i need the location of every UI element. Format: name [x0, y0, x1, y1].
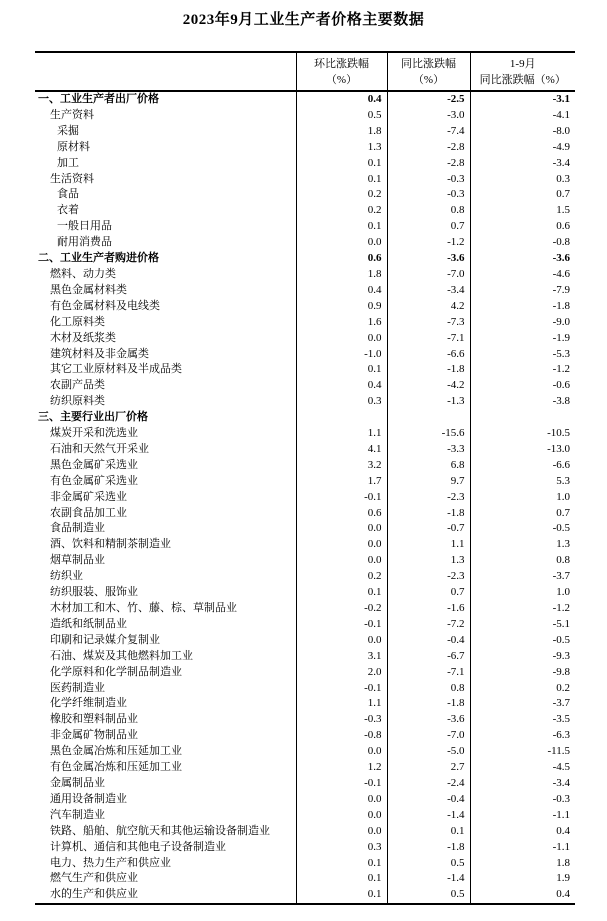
row-label: 食品制造业 — [50, 522, 105, 535]
cell-yoy: 0.1 — [387, 824, 470, 840]
row-label: 煤炭开采和洗选业 — [50, 427, 138, 440]
header-line: 环比涨跌幅 — [314, 57, 369, 70]
row-label: 汽车制造业 — [50, 808, 105, 821]
cell-yoy: -6.7 — [387, 649, 470, 665]
cell-ytd: -3.4 — [470, 156, 575, 172]
table-row — [35, 315, 575, 331]
cell-mom: 0.0 — [296, 824, 387, 840]
cell-ytd: -7.9 — [470, 283, 575, 299]
cell-ytd: 0.2 — [470, 681, 575, 697]
cell-yoy: 0.5 — [387, 887, 470, 904]
cell-yoy: -0.3 — [387, 187, 470, 203]
table-row — [35, 521, 575, 537]
table-row — [35, 378, 575, 394]
row-label: 耐用消费品 — [57, 236, 112, 249]
table-row — [35, 824, 575, 840]
cell-mom: -0.1 — [296, 681, 387, 697]
cell-ytd: 0.3 — [470, 172, 575, 188]
cell-ytd: -8.0 — [470, 124, 575, 140]
header-line: 同比涨跌幅 — [401, 57, 456, 70]
row-label: 非金属矿物制品业 — [50, 729, 138, 742]
page-title: 2023年9月工业生产者价格主要数据 — [182, 12, 425, 28]
row-label: 有色金属冶炼和压延加工业 — [50, 761, 182, 774]
cell-ytd: -9.0 — [470, 315, 575, 331]
cell-yoy: 2.7 — [387, 760, 470, 776]
cell-mom: 0.4 — [296, 378, 387, 394]
cell-mom: 0.1 — [296, 172, 387, 188]
cell-yoy: 9.7 — [387, 474, 470, 490]
cell-yoy: -1.8 — [387, 696, 470, 712]
table-row — [35, 776, 575, 792]
cell-mom: 0.4 — [296, 283, 387, 299]
cell-yoy: -3.0 — [387, 108, 470, 124]
row-label: 金属制品业 — [50, 776, 105, 789]
cell-yoy: 6.8 — [387, 458, 470, 474]
row-label: 酒、饮料和精制茶制造业 — [50, 538, 171, 551]
table-row — [35, 537, 575, 553]
row-label: 黑色金属材料类 — [50, 283, 127, 296]
row-label: 加工 — [57, 156, 79, 169]
row-label: 木材及纸浆类 — [50, 331, 116, 344]
cell-ytd: -6.6 — [470, 458, 575, 474]
row-label: 农副食品加工业 — [50, 506, 127, 519]
cell-mom — [296, 410, 387, 426]
cell-yoy: -7.1 — [387, 331, 470, 347]
cell-mom: 0.5 — [296, 108, 387, 124]
cell-ytd: -6.3 — [470, 728, 575, 744]
cell-mom: 0.3 — [296, 394, 387, 410]
cell-mom: 0.1 — [296, 585, 387, 601]
cell-ytd: -3.7 — [470, 569, 575, 585]
cell-ytd: -11.5 — [470, 744, 575, 760]
cell-ytd: 5.3 — [470, 474, 575, 490]
cell-yoy: -7.0 — [387, 267, 470, 283]
table-row — [35, 649, 575, 665]
cell-mom: 2.0 — [296, 665, 387, 681]
row-label: 原材料 — [57, 140, 90, 153]
row-label: 纺织原料类 — [50, 395, 105, 408]
table-row — [35, 601, 575, 617]
cell-mom: 0.0 — [296, 235, 387, 251]
cell-mom: -0.1 — [296, 776, 387, 792]
header-line: （%） — [412, 73, 445, 86]
row-label: 三、主要行业出厂价格 — [38, 411, 148, 424]
cell-yoy: -1.6 — [387, 601, 470, 617]
cell-ytd: -9.3 — [470, 649, 575, 665]
header-yoy-column — [387, 52, 470, 91]
cell-mom: -0.3 — [296, 712, 387, 728]
cell-mom: 0.6 — [296, 251, 387, 267]
table-header — [35, 52, 575, 91]
cell-yoy: -0.7 — [387, 521, 470, 537]
table-row — [35, 585, 575, 601]
table-row — [35, 808, 575, 824]
cell-yoy: -7.0 — [387, 728, 470, 744]
row-label: 一、工业生产者出厂价格 — [38, 93, 159, 105]
cell-mom: 0.0 — [296, 537, 387, 553]
cell-yoy: -1.8 — [387, 506, 470, 522]
cell-ytd: 1.9 — [470, 871, 575, 887]
price-data-table — [35, 51, 575, 905]
cell-yoy — [387, 410, 470, 426]
cell-ytd: -3.5 — [470, 712, 575, 728]
row-label: 石油、煤炭及其他燃料加工业 — [50, 649, 193, 662]
cell-ytd: -4.1 — [470, 108, 575, 124]
cell-ytd: 1.5 — [470, 203, 575, 219]
header-ytd-column — [470, 52, 575, 91]
cell-ytd: -0.6 — [470, 378, 575, 394]
cell-ytd: -1.2 — [470, 601, 575, 617]
cell-ytd: -3.1 — [470, 91, 575, 108]
table-row — [35, 410, 575, 426]
header-row — [35, 52, 575, 91]
cell-mom: 1.1 — [296, 426, 387, 442]
cell-yoy: -6.6 — [387, 347, 470, 363]
cell-yoy: -2.8 — [387, 140, 470, 156]
table-body — [35, 91, 575, 904]
table-row — [35, 347, 575, 363]
row-label: 衣着 — [57, 204, 79, 217]
cell-mom: 1.8 — [296, 267, 387, 283]
row-label: 生活资料 — [50, 172, 94, 185]
cell-yoy: -7.4 — [387, 124, 470, 140]
cell-mom: 0.0 — [296, 808, 387, 824]
table-row — [35, 617, 575, 633]
table-row — [35, 156, 575, 172]
cell-mom: 0.1 — [296, 156, 387, 172]
cell-ytd — [470, 410, 575, 426]
cell-yoy: -2.8 — [387, 156, 470, 172]
cell-yoy: -1.8 — [387, 840, 470, 856]
cell-mom: 0.0 — [296, 553, 387, 569]
row-label: 造纸和纸制品业 — [50, 617, 127, 630]
table-row — [35, 856, 575, 872]
cell-ytd: -3.6 — [470, 251, 575, 267]
cell-ytd: -9.8 — [470, 665, 575, 681]
cell-ytd: -3.7 — [470, 696, 575, 712]
cell-ytd: 0.7 — [470, 187, 575, 203]
cell-yoy: -0.3 — [387, 172, 470, 188]
cell-yoy: 1.3 — [387, 553, 470, 569]
cell-ytd: -0.5 — [470, 633, 575, 649]
cell-ytd: -5.3 — [470, 347, 575, 363]
cell-mom: 0.3 — [296, 840, 387, 856]
cell-ytd: -4.5 — [470, 760, 575, 776]
cell-ytd: -3.8 — [470, 394, 575, 410]
table-row — [35, 283, 575, 299]
cell-yoy: 0.8 — [387, 203, 470, 219]
cell-yoy: 0.7 — [387, 585, 470, 601]
row-label: 非金属矿采选业 — [50, 490, 127, 503]
table-row — [35, 251, 575, 267]
cell-mom: 0.1 — [296, 219, 387, 235]
cell-mom: 0.0 — [296, 744, 387, 760]
cell-ytd: -4.9 — [470, 140, 575, 156]
table-row — [35, 490, 575, 506]
cell-ytd: 0.4 — [470, 824, 575, 840]
cell-yoy: 0.8 — [387, 681, 470, 697]
cell-yoy: -3.6 — [387, 712, 470, 728]
cell-mom: 1.2 — [296, 760, 387, 776]
table-row — [35, 442, 575, 458]
cell-ytd: 0.7 — [470, 506, 575, 522]
table-row — [35, 792, 575, 808]
cell-yoy: -4.2 — [387, 378, 470, 394]
cell-mom: 3.1 — [296, 649, 387, 665]
cell-mom: 0.2 — [296, 187, 387, 203]
row-label: 木材加工和木、竹、藤、棕、草制品业 — [50, 602, 237, 614]
row-label: 印刷和记录媒介复制业 — [50, 633, 160, 646]
cell-ytd: -1.1 — [470, 808, 575, 824]
table-row — [35, 744, 575, 760]
cell-mom: -0.1 — [296, 490, 387, 506]
header-mom-column — [296, 52, 387, 91]
cell-mom: -0.1 — [296, 617, 387, 633]
cell-mom: 0.2 — [296, 569, 387, 585]
cell-mom: 1.1 — [296, 696, 387, 712]
cell-yoy: -15.6 — [387, 426, 470, 442]
table-row — [35, 506, 575, 522]
table-row — [35, 696, 575, 712]
cell-ytd: -0.3 — [470, 792, 575, 808]
table-row — [35, 728, 575, 744]
cell-yoy: -2.4 — [387, 776, 470, 792]
cell-ytd: -1.2 — [470, 362, 575, 378]
cell-mom: 1.6 — [296, 315, 387, 331]
cell-yoy: -7.2 — [387, 617, 470, 633]
table-row — [35, 712, 575, 728]
cell-ytd: -5.1 — [470, 617, 575, 633]
cell-yoy: -5.0 — [387, 744, 470, 760]
row-label: 水的生产和供应业 — [50, 888, 138, 901]
table-row — [35, 665, 575, 681]
cell-yoy: -0.4 — [387, 792, 470, 808]
cell-ytd: 0.6 — [470, 219, 575, 235]
cell-ytd: -4.6 — [470, 267, 575, 283]
cell-ytd: 0.8 — [470, 553, 575, 569]
cell-mom: 1.8 — [296, 124, 387, 140]
table-row — [35, 91, 575, 108]
cell-yoy: -3.6 — [387, 251, 470, 267]
table-row — [35, 394, 575, 410]
cell-ytd: -1.8 — [470, 299, 575, 315]
row-label: 纺织服装、服饰业 — [50, 586, 138, 599]
row-label: 化学原料和化学制品制造业 — [50, 665, 182, 678]
cell-yoy: -1.8 — [387, 362, 470, 378]
table-row — [35, 426, 575, 442]
cell-mom: 0.6 — [296, 506, 387, 522]
cell-mom: 0.9 — [296, 299, 387, 315]
table-row — [35, 633, 575, 649]
table-row — [35, 267, 575, 283]
cell-mom: 0.1 — [296, 871, 387, 887]
cell-mom: 0.2 — [296, 203, 387, 219]
cell-mom: 1.3 — [296, 140, 387, 156]
table-row — [35, 187, 575, 203]
table-row — [35, 140, 575, 156]
row-label: 采掘 — [57, 124, 79, 137]
row-label: 铁路、船舶、航空航天和其他运输设备制造业 — [50, 824, 270, 837]
row-label: 其它工业原材料及半成品类 — [50, 363, 182, 376]
cell-mom: 1.7 — [296, 474, 387, 490]
header-line: 1-9月 — [509, 57, 536, 70]
cell-ytd: 1.0 — [470, 585, 575, 601]
row-label: 计算机、通信和其他电子设备制造业 — [50, 840, 226, 853]
cell-yoy: -7.3 — [387, 315, 470, 331]
cell-mom: 0.0 — [296, 633, 387, 649]
table-row — [35, 299, 575, 315]
header-item-column — [35, 52, 296, 91]
cell-mom: -0.8 — [296, 728, 387, 744]
cell-mom: 0.0 — [296, 521, 387, 537]
cell-mom: -0.2 — [296, 601, 387, 617]
row-label: 通用设备制造业 — [50, 792, 127, 805]
cell-mom: 3.2 — [296, 458, 387, 474]
cell-yoy: -0.4 — [387, 633, 470, 649]
row-label: 一般日用品 — [57, 220, 112, 233]
table-row — [35, 681, 575, 697]
table-row — [35, 553, 575, 569]
cell-ytd: 1.0 — [470, 490, 575, 506]
row-label: 电力、热力生产和供应业 — [50, 856, 171, 869]
row-label: 有色金属矿采选业 — [50, 474, 138, 487]
table-row — [35, 235, 575, 251]
table-row — [35, 203, 575, 219]
cell-ytd: 1.3 — [470, 537, 575, 553]
cell-mom: 0.0 — [296, 331, 387, 347]
cell-ytd: -1.9 — [470, 331, 575, 347]
cell-ytd: 0.4 — [470, 887, 575, 904]
cell-yoy: -2.3 — [387, 569, 470, 585]
table-row — [35, 124, 575, 140]
cell-yoy: 4.2 — [387, 299, 470, 315]
row-label: 食品 — [57, 188, 79, 201]
table-row — [35, 108, 575, 124]
row-label: 黑色金属矿采选业 — [50, 458, 138, 471]
table-row — [35, 172, 575, 188]
cell-yoy: -1.4 — [387, 808, 470, 824]
row-label: 纺织业 — [50, 570, 83, 583]
row-label: 建筑材料及非金属类 — [50, 347, 149, 360]
table-row — [35, 871, 575, 887]
row-label: 燃料、动力类 — [50, 267, 116, 280]
cell-ytd: -0.5 — [470, 521, 575, 537]
row-label: 生产资料 — [50, 108, 94, 121]
cell-ytd: -3.4 — [470, 776, 575, 792]
cell-mom: 0.0 — [296, 792, 387, 808]
cell-yoy: -2.5 — [387, 91, 470, 108]
row-label: 燃气生产和供应业 — [50, 872, 138, 885]
table-row — [35, 474, 575, 490]
cell-yoy: -3.3 — [387, 442, 470, 458]
table-row — [35, 362, 575, 378]
row-label: 化工原料类 — [50, 315, 105, 328]
cell-ytd: -10.5 — [470, 426, 575, 442]
cell-ytd: 1.8 — [470, 856, 575, 872]
cell-ytd: -13.0 — [470, 442, 575, 458]
cell-yoy: -1.3 — [387, 394, 470, 410]
row-label: 橡胶和塑料制品业 — [50, 713, 138, 726]
cell-mom: 0.1 — [296, 887, 387, 904]
row-label: 有色金属材料及电线类 — [50, 299, 160, 312]
table-row — [35, 458, 575, 474]
cell-yoy: 0.5 — [387, 856, 470, 872]
row-label: 烟草制品业 — [50, 554, 105, 567]
cell-ytd: -0.8 — [470, 235, 575, 251]
cell-mom: 0.4 — [296, 91, 387, 108]
cell-yoy: -7.1 — [387, 665, 470, 681]
row-label: 化学纤维制造业 — [50, 697, 127, 710]
cell-mom: -1.0 — [296, 347, 387, 363]
row-label: 二、工业生产者购进价格 — [38, 252, 159, 265]
table-row — [35, 219, 575, 235]
row-label: 医药制造业 — [50, 681, 105, 694]
table-row — [35, 840, 575, 856]
table-row — [35, 760, 575, 776]
cell-mom: 4.1 — [296, 442, 387, 458]
cell-yoy: -1.4 — [387, 871, 470, 887]
cell-yoy: -1.2 — [387, 235, 470, 251]
row-label: 石油和天然气开采业 — [50, 442, 149, 455]
table-row — [35, 887, 575, 904]
row-label: 农副产品类 — [50, 379, 105, 392]
cell-mom: 0.1 — [296, 362, 387, 378]
table-row — [35, 331, 575, 347]
cell-mom: 0.1 — [296, 856, 387, 872]
cell-ytd: -1.1 — [470, 840, 575, 856]
cell-yoy: 1.1 — [387, 537, 470, 553]
row-label: 黑色金属冶炼和压延加工业 — [50, 745, 182, 758]
cell-yoy: -2.3 — [387, 490, 470, 506]
header-line: 同比涨跌幅（%） — [479, 73, 566, 86]
cell-yoy: 0.7 — [387, 219, 470, 235]
header-line: （%） — [325, 73, 358, 86]
cell-yoy: -3.4 — [387, 283, 470, 299]
table-row — [35, 569, 575, 585]
